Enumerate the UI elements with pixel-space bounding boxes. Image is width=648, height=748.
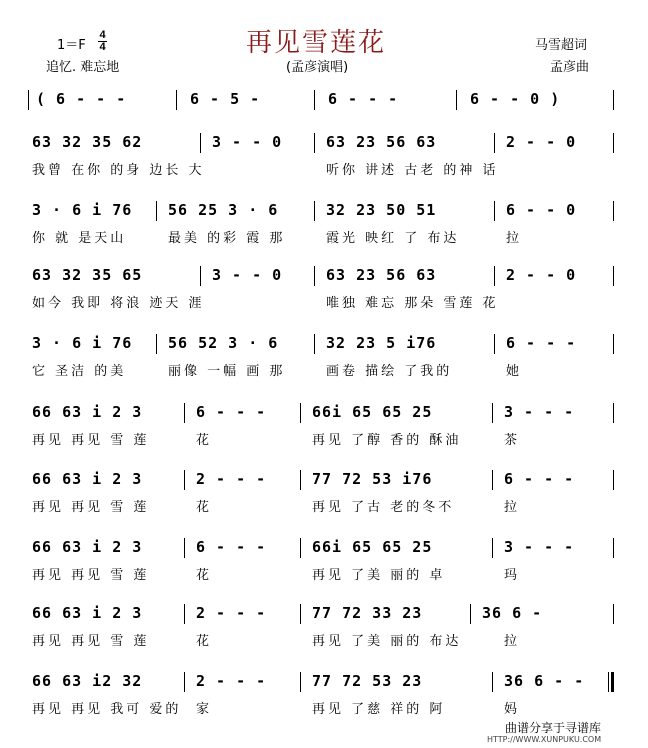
lyric: 霞光 映红 了 布达 — [326, 231, 460, 246]
barline — [156, 334, 157, 354]
barline — [492, 672, 493, 692]
measure: 2 - - - — [196, 604, 267, 622]
barline — [200, 266, 201, 286]
measure: 66 63 i2 32 — [32, 672, 143, 690]
barline — [613, 201, 614, 221]
lyric: 茶 — [504, 433, 521, 448]
measure: 32 23 5 i76 — [326, 334, 437, 352]
measure: 56 25 3 · 6 — [168, 201, 279, 219]
lyric: 拉 — [504, 634, 521, 649]
measure: 36 6 - - — [504, 672, 585, 690]
intro-measure: 6 - - 0 ) — [470, 90, 561, 108]
lyric: 我曾 在你 的身 边长 大 — [32, 163, 205, 178]
lyric: 再见 再见 雪 莲 — [32, 433, 150, 448]
singer-credit: (孟彦演唱) — [286, 60, 349, 75]
measure: 3 · 6 i 76 — [32, 334, 133, 352]
measure: 66i 65 65 25 — [312, 538, 433, 556]
barline — [300, 604, 301, 624]
lyric: 花 — [196, 634, 213, 649]
barline — [300, 470, 301, 490]
barline — [184, 403, 185, 423]
key-signature: 1＝F — [57, 38, 86, 53]
footer-credit: 曲谱分享于寻谱库 — [505, 721, 602, 735]
lyric: 拉 — [506, 231, 523, 246]
lyric: 妈 — [504, 702, 521, 717]
measure: 66i 65 65 25 — [312, 403, 433, 421]
composer-credit: 孟彦曲 — [550, 60, 590, 75]
lyric: 听你 讲述 古老 的神 话 — [326, 163, 499, 178]
measure: 6 - - - — [506, 334, 577, 352]
final-barline-thin — [608, 672, 609, 692]
lyric: 她 — [506, 364, 523, 379]
tempo-expression: 追忆. 难忘地 — [46, 60, 120, 75]
lyric: 再见 了慈 祥的 阿 — [312, 702, 446, 717]
measure: 77 72 33 23 — [312, 604, 423, 622]
intro-measure: 6 - - - — [328, 90, 399, 108]
barline — [300, 672, 301, 692]
measure: 6 - - - — [504, 470, 575, 488]
time-signature-bottom: 4 — [99, 41, 106, 53]
barline — [200, 133, 201, 153]
measure: 3 - - 0 — [212, 266, 283, 284]
lyric: 花 — [196, 568, 213, 583]
barline — [300, 538, 301, 558]
time-signature — [98, 30, 107, 53]
measure: 56 52 3 · 6 — [168, 334, 279, 352]
barline — [314, 133, 315, 153]
measure: 2 - - - — [196, 672, 267, 690]
measure: 2 - - 0 — [506, 133, 577, 151]
measure: 2 - - - — [196, 470, 267, 488]
lyric: 丽像 一幅 画 那 — [168, 364, 286, 379]
barline — [314, 90, 315, 110]
measure: 77 72 53 23 — [312, 672, 423, 690]
barline — [156, 201, 157, 221]
barline — [456, 90, 457, 110]
barline — [184, 672, 185, 692]
barline — [494, 266, 495, 286]
lyric: 最美 的彩 霞 那 — [168, 231, 286, 246]
measure: 2 - - 0 — [506, 266, 577, 284]
lyric: 拉 — [504, 500, 521, 515]
barline — [613, 133, 614, 153]
lyric: 你 就 是天山 — [32, 231, 127, 246]
lyric: 再见 了美 丽的 布达 — [312, 634, 462, 649]
final-barline-thick — [611, 672, 614, 692]
barline — [492, 403, 493, 423]
barline — [494, 334, 495, 354]
lyric: 再见 再见 雪 莲 — [32, 500, 150, 515]
lyric: 如今 我即 将浪 迹天 涯 — [32, 296, 205, 311]
lyric: 再见 再见 雪 莲 — [32, 634, 150, 649]
lyric: 花 — [196, 500, 213, 515]
intro-measure: ( 6 - - - — [36, 90, 127, 108]
measure: 6 - - 0 — [506, 201, 577, 219]
lyric: 它 圣洁 的美 — [32, 364, 127, 379]
barline — [184, 470, 185, 490]
measure: 77 72 53 i76 — [312, 470, 433, 488]
intro-line — [30, 90, 614, 110]
barline — [613, 604, 614, 624]
measure: 63 32 35 62 — [32, 133, 143, 151]
barline — [300, 403, 301, 423]
barline — [314, 201, 315, 221]
measure: 63 23 56 63 — [326, 266, 437, 284]
barline — [613, 470, 614, 490]
measure: 66 63 i 2 3 — [32, 604, 143, 622]
barline — [613, 266, 614, 286]
barline — [314, 334, 315, 354]
barline — [494, 133, 495, 153]
lyric: 再见 再见 我可 爱的 — [32, 702, 182, 717]
measure: 63 23 56 63 — [326, 133, 437, 151]
barline — [314, 266, 315, 286]
footer-url[interactable]: HTTP://WWW.XUNPUKU.COM — [487, 735, 602, 744]
lyric: 再见 再见 雪 莲 — [32, 568, 150, 583]
barline — [470, 604, 471, 624]
measure: 63 32 35 65 — [32, 266, 143, 284]
measure: 3 - - - — [504, 538, 575, 556]
barline — [494, 201, 495, 221]
intro-measure: 6 - 5 - — [190, 90, 261, 108]
lyricist-credit: 马雪超词 — [535, 38, 588, 53]
barline — [613, 403, 614, 423]
lyric: 再见 了古 老的冬不 — [312, 500, 455, 515]
measure: 32 23 50 51 — [326, 201, 437, 219]
measure: 66 63 i 2 3 — [32, 470, 143, 488]
measure: 3 - - 0 — [212, 133, 283, 151]
measure: 6 - - - — [196, 403, 267, 421]
barline — [613, 334, 614, 354]
barline — [184, 538, 185, 558]
lyric: 再见 了美 丽的 卓 — [312, 568, 446, 583]
time-signature-top: 4 — [99, 29, 106, 41]
barline — [492, 470, 493, 490]
lyric: 再见 了醇 香的 酥油 — [312, 433, 462, 448]
lyric: 玛 — [504, 568, 521, 583]
measure: 66 63 i 2 3 — [32, 403, 143, 421]
measure: 6 - - - — [196, 538, 267, 556]
barline — [613, 90, 614, 110]
measure: 3 · 6 i 76 — [32, 201, 133, 219]
measure: 66 63 i 2 3 — [32, 538, 143, 556]
lyric: 唯独 难忘 那朵 雪莲 花 — [326, 296, 499, 311]
barline — [613, 538, 614, 558]
measure: 36 6 - — [482, 604, 543, 622]
measure: 3 - - - — [504, 403, 575, 421]
barline — [184, 604, 185, 624]
barline — [28, 90, 29, 110]
lyric: 花 — [196, 433, 213, 448]
barline — [492, 538, 493, 558]
song-title: 再见雪莲花 — [246, 28, 387, 58]
lyric: 家 — [196, 702, 213, 717]
barline — [176, 90, 177, 110]
lyric: 画卷 描绘 了我的 — [326, 364, 453, 379]
